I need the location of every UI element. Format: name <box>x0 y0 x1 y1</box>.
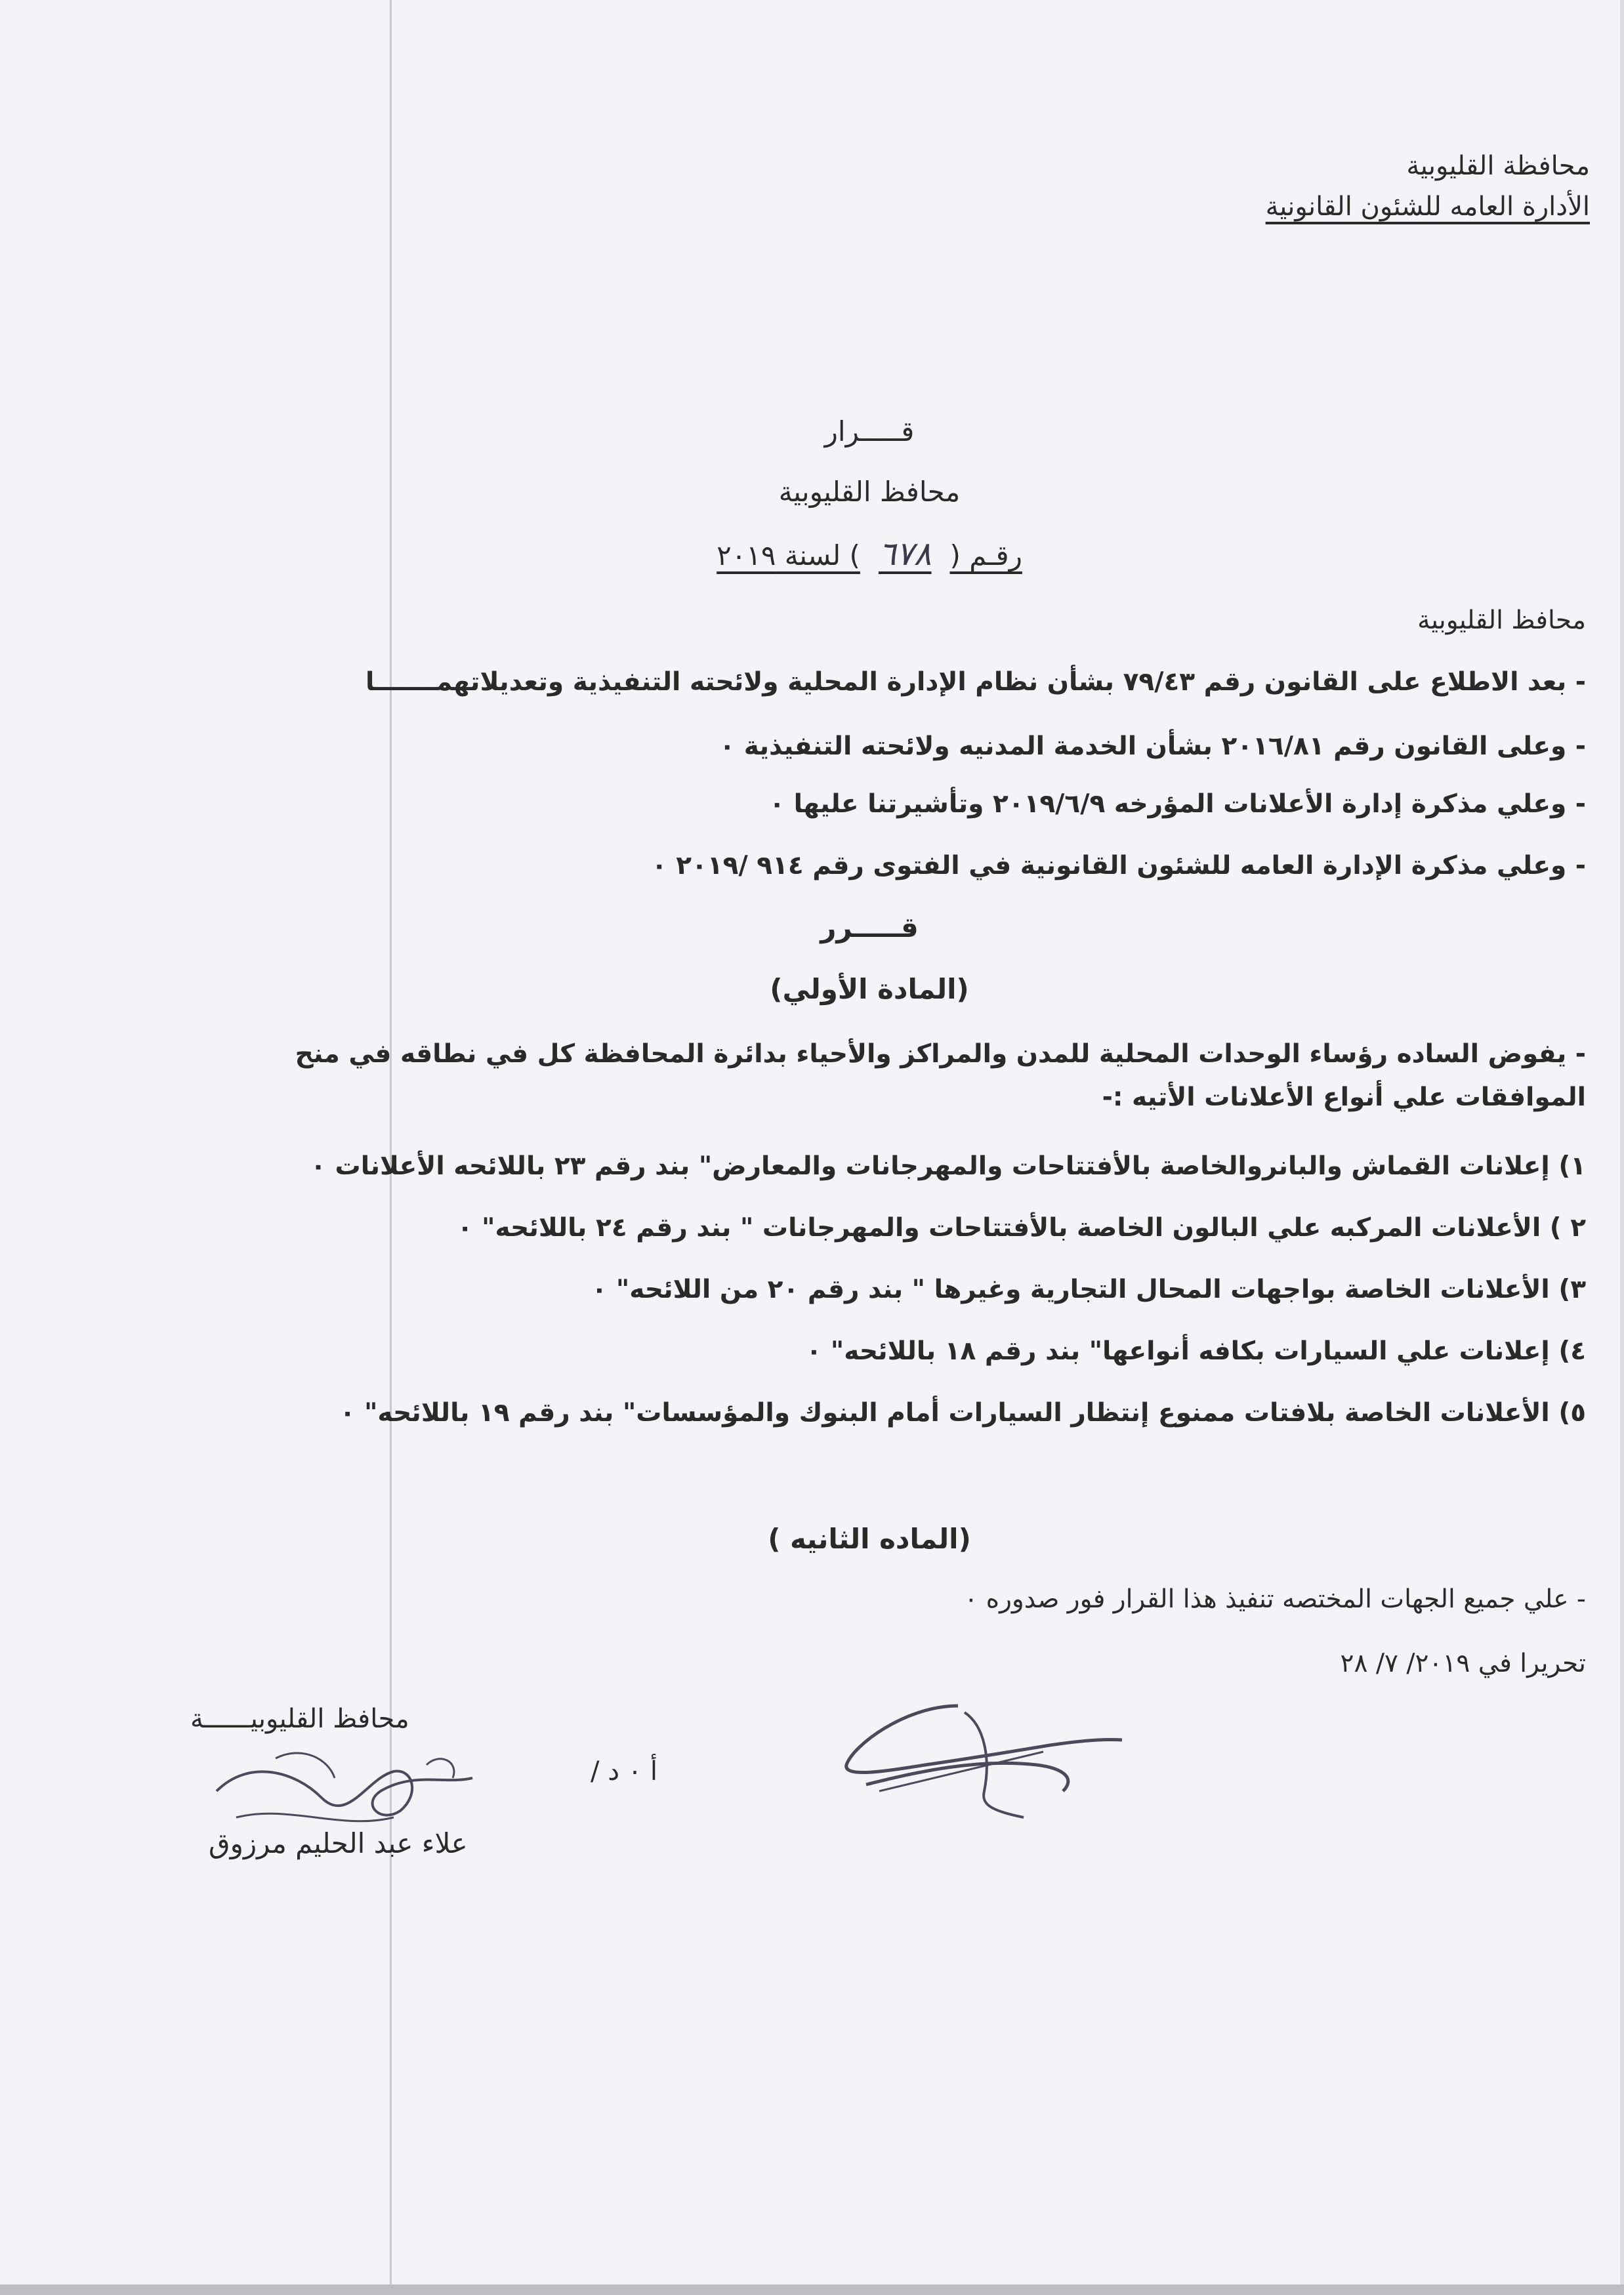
department-name: الأدارة العامه للشئون القانونية <box>1265 192 1590 222</box>
article-one-heading: (المادة الأولي) <box>770 973 969 1005</box>
article-one-text: - يفوض الساده رؤساء الوحدات المحلية للمدن والمراكز والأحياء بدائرة المحافظة كل في نطاقه في منح الموافقات علي أنواع الأعلانات الأتيه :- <box>295 1039 1586 1112</box>
preamble-line: - وعلي مذكرة إدارة الأعلانات المؤرخه ٢٠١٩/٦/٩ وتأشيرتنا عليها ٠ <box>769 789 1586 819</box>
signature-title: محافظ القليوبيــــــة <box>190 1704 409 1734</box>
governorate-name: محافظة القليوبية <box>1406 151 1590 181</box>
decision-number-line <box>0 533 1624 577</box>
article-item: ٥) الأعلانات الخاصة بلافتات ممنوع إنتظار السيارات أمام البنوك والمؤسسات" بند رقم ١٩ باللائحه" ٠ <box>339 1398 1586 1428</box>
preamble-line: - وعلي مذكرة الإدارة العامه للشئون القانونية في الفتوى رقم ٩١٤ /٢٠١٩ ٠ <box>651 851 1586 880</box>
handwritten-signature-left <box>197 1732 512 1850</box>
addressee: محافظ القليوبية <box>1417 606 1586 635</box>
decision-number-prefix: رقـم ( <box>949 539 1022 571</box>
article-item: ٤) إعلانات علي السيارات بكافه أنواعها" بند رقم ١٨ باللائحه" ٠ <box>806 1336 1586 1366</box>
issuer-title: محافظ القليوبية <box>778 476 961 508</box>
decision-heading: قـــــرار <box>824 415 915 447</box>
article-item: ٣) الأعلانات الخاصة بواجهات المحال التجارية وغيرها " بند رقم ٢٠ من اللائحه" ٠ <box>591 1275 1586 1304</box>
preamble-line: - بعد الاطلاع على القانون رقم ٧٩/٤٣ بشأن نظام الإدارة المحلية ولائحته التنفيذية وتعديلاتهمـــــــا <box>365 667 1586 697</box>
decision-number-suffix: ) لسنة ٢٠١٩ <box>717 539 860 571</box>
article-two-text: - علي جميع الجهات المختصه تنفيذ هذا القرار فور صدوره ٠ <box>964 1584 1586 1614</box>
scan-edge-bottom <box>0 2285 1624 2295</box>
scan-edge-right <box>1620 0 1624 2295</box>
dated-label: تحريرا في <box>1478 1649 1586 1678</box>
handwritten-signature-right <box>827 1693 1129 1824</box>
decision-number <box>717 535 1022 573</box>
dated-line <box>1341 1644 1586 1684</box>
signatory-name: علاء عبد الحليم مرزوق <box>209 1827 468 1859</box>
signature-prefix: أ ٠ د / <box>591 1756 658 1787</box>
decision-number-handwritten: ٦٧٨ <box>878 535 932 573</box>
dated-date: ٢٠١٩/ ٧/ ٢٨ <box>1340 1649 1470 1678</box>
letterhead <box>1266 146 1590 227</box>
article-item: ٢ ) الأعلانات المركبه علي البالون الخاصة بالأفتتاحات والمهرجانات " بند رقم ٢٤ باللائحه" ٠ <box>457 1213 1586 1243</box>
decided-heading: قـــــرر <box>820 911 919 943</box>
article-two-heading: (الماده الثانيه ) <box>768 1523 971 1555</box>
article-item: ١) إعلانات القماش والبانروالخاصة بالأفتتاحات والمهرجانات والمعارض" بند رقم ٢٣ باللائحه الأعلانات ٠ <box>310 1151 1586 1181</box>
preamble-line: - وعلى القانون رقم ٢٠١٦/٨١ بشأن الخدمة المدنيه ولائحته التنفيذية ٠ <box>719 732 1586 761</box>
